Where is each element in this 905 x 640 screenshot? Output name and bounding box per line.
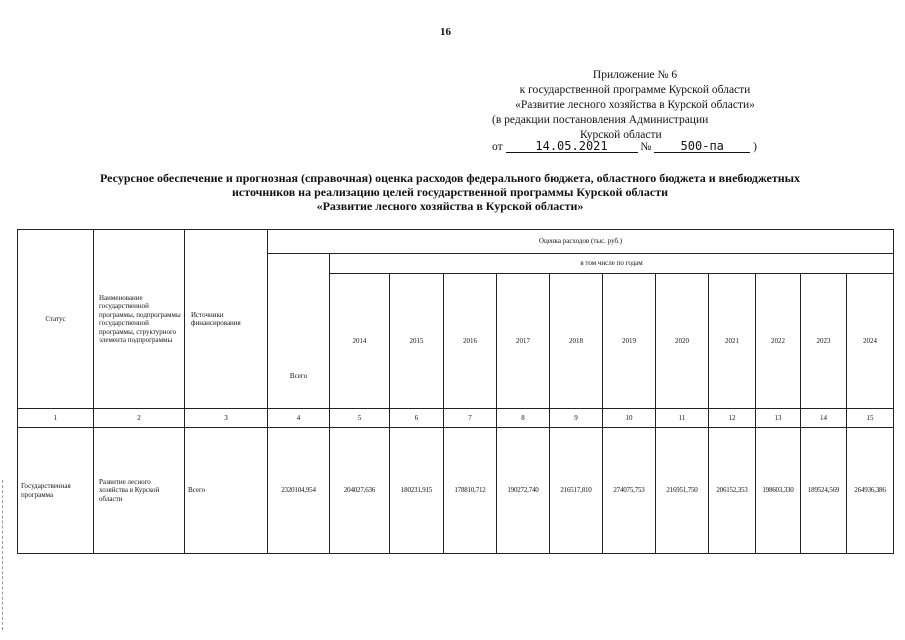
row-value-year: 178810,712 (444, 428, 497, 554)
header-estimate: Оценка расходов (тыс. руб.) (268, 230, 894, 254)
row-value-year: 216517,810 (550, 428, 603, 554)
resources-table (17, 229, 894, 554)
row-value-year: 204027,636 (330, 428, 390, 554)
column-number: 15 (847, 409, 894, 428)
appendix-block (470, 68, 800, 143)
header-sources: Источники финансирования (185, 230, 268, 409)
header-year: 2024 (847, 274, 894, 409)
header-total: Всего (268, 254, 330, 409)
approval-prefix: от (492, 141, 503, 153)
row-value-year: 206152,353 (709, 428, 756, 554)
column-number: 14 (801, 409, 847, 428)
column-number: 9 (550, 409, 603, 428)
header-year: 2017 (497, 274, 550, 409)
header-year: 2020 (656, 274, 709, 409)
row-status: Государственная программа (18, 428, 94, 554)
title-line: источников на реализацию целей государственной программы Курской области (231, 185, 669, 199)
approval-date: 14.05.2021 (506, 140, 638, 153)
document-title (40, 171, 860, 213)
row-value-year: 190272,740 (497, 428, 550, 554)
row-value-total: 2320104,954 (268, 428, 330, 554)
row-value-year: 274075,753 (603, 428, 656, 554)
column-number: 10 (603, 409, 656, 428)
title-line: «Развитие лесного хозяйства в Курской области» (316, 199, 584, 213)
column-number-row (18, 409, 894, 428)
appendix-line: к государственной программе Курской области (519, 84, 751, 96)
column-number: 2 (94, 409, 185, 428)
column-number: 11 (656, 409, 709, 428)
column-number: 13 (756, 409, 801, 428)
column-number: 4 (268, 409, 330, 428)
appendix-line: (в редакции постановления Администрации (492, 114, 709, 126)
appendix-line: Приложение № 6 (592, 69, 678, 81)
row-name: Развитие лесного хозяйства в Курской области (94, 428, 185, 554)
column-number: 8 (497, 409, 550, 428)
row-value-year: 198603,330 (756, 428, 801, 554)
approval-line (492, 140, 757, 153)
header-year: 2021 (709, 274, 756, 409)
column-number: 7 (444, 409, 497, 428)
header-year: 2023 (801, 274, 847, 409)
approval-number: 500-па (654, 140, 750, 153)
header-name: Наименование государственной программы, подпрограммы государственной программы, структурного элемента подпрограммы (94, 230, 185, 409)
header-year: 2014 (330, 274, 390, 409)
header-year: 2019 (603, 274, 656, 409)
header-year: 2016 (444, 274, 497, 409)
title-line: Ресурсное обеспечение и прогнозная (справочная) оценка расходов федерального бюджета, областного бюджета и внебюджетных (100, 171, 800, 185)
row-source: Всего (185, 428, 268, 554)
column-number: 3 (185, 409, 268, 428)
table-row (18, 428, 894, 554)
row-value-year: 189524,569 (801, 428, 847, 554)
scan-edge-mark (2, 480, 5, 630)
header-status: Статус (18, 230, 94, 409)
row-value-year: 216951,750 (656, 428, 709, 554)
column-number: 12 (709, 409, 756, 428)
column-number: 6 (390, 409, 444, 428)
row-value-year: 180231,915 (390, 428, 444, 554)
approval-number-sign: № (640, 141, 652, 153)
column-number: 1 (18, 409, 94, 428)
header-year: 2015 (390, 274, 444, 409)
appendix-line: «Развитие лесного хозяйства в Курской области» (515, 99, 755, 111)
row-value-year: 264936,386 (847, 428, 894, 554)
column-number: 5 (330, 409, 390, 428)
appendix-line: Курской области (580, 129, 662, 141)
header-year: 2022 (756, 274, 801, 409)
page-number: 16 (440, 26, 451, 38)
header-year: 2018 (550, 274, 603, 409)
header-by-years: в том числе по годам (330, 254, 894, 274)
approval-suffix: ) (753, 141, 757, 153)
